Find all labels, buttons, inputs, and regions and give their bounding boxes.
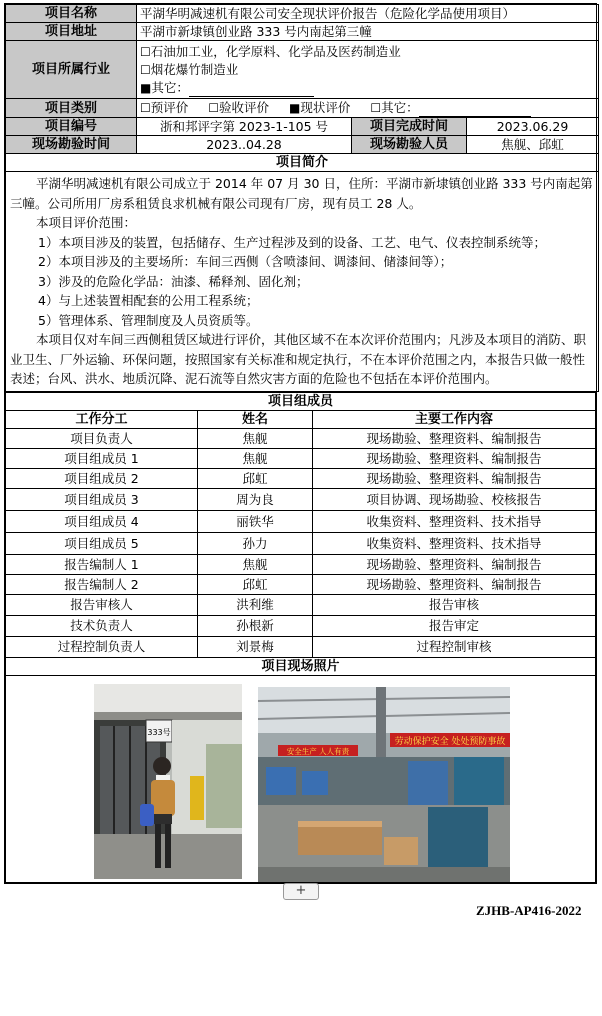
member-work: 项目协调、现场勘验、校核报告 bbox=[313, 488, 596, 510]
table-row bbox=[6, 468, 596, 488]
project-address-value: 平湖市新埭镇创业路 333 号内南起第三幢 bbox=[137, 23, 599, 41]
member-name: 丽铁华 bbox=[198, 510, 313, 532]
intro-scope-item: 4）与上述装置相配套的公用工程系统； bbox=[38, 293, 259, 308]
member-work: 过程控制审核 bbox=[313, 636, 596, 657]
door-sign-text: 333号 bbox=[147, 727, 171, 737]
expand-button[interactable]: + bbox=[283, 883, 319, 900]
category-option-1[interactable] bbox=[140, 100, 188, 115]
photos-cell bbox=[6, 675, 596, 882]
member-name: 刘景梅 bbox=[198, 636, 313, 657]
members-header-role: 工作分工 bbox=[6, 410, 198, 428]
category-options bbox=[137, 99, 599, 118]
member-role: 项目负责人 bbox=[6, 428, 198, 448]
industry-label: 项目所属行业 bbox=[6, 41, 137, 99]
photos-title: 项目现场照片 bbox=[6, 657, 596, 675]
member-role: 项目组成员 5 bbox=[6, 532, 198, 554]
info-table bbox=[5, 4, 599, 392]
workshop-banner-1: 安全生产 人人有责 bbox=[286, 746, 350, 756]
finish-time-value: 2023.06.29 bbox=[467, 118, 599, 136]
member-name: 周为良 bbox=[198, 488, 313, 510]
member-work: 现场勘验、整理资料、编制报告 bbox=[313, 574, 596, 594]
category-option-3-text: 现状评价 bbox=[300, 100, 351, 115]
member-work: 现场勘验、整理资料、编制报告 bbox=[313, 554, 596, 574]
intro-scope-title: 本项目评价范围： bbox=[36, 215, 137, 230]
members-header-name: 姓名 bbox=[198, 410, 313, 428]
member-name: 焦舰 bbox=[198, 554, 313, 574]
checkbox-checked-icon: ■ bbox=[289, 101, 301, 115]
members-title: 项目组成员 bbox=[6, 392, 596, 410]
category-option-2[interactable] bbox=[208, 100, 269, 115]
member-name: 洪利维 bbox=[198, 594, 313, 615]
industry-option-2[interactable] bbox=[140, 61, 595, 79]
checkbox-unchecked-icon: ☐ bbox=[140, 44, 151, 59]
table-row bbox=[6, 428, 596, 448]
member-name: 孙力 bbox=[198, 532, 313, 554]
intro-scope-item: 1）本项目涉及的装置，包括储存、生产过程涉及到的设备、工艺、电气、仪表控制系统等； bbox=[38, 234, 546, 250]
industry-other-blank bbox=[189, 82, 314, 97]
project-address-label: 项目地址 bbox=[6, 23, 137, 41]
intro-scope-item: 5）管理体系、管理制度及人员资质等。 bbox=[38, 312, 259, 328]
checkbox-unchecked-icon: ☐ bbox=[140, 101, 151, 115]
member-work: 收集资料、整理资料、技术指导 bbox=[313, 510, 596, 532]
member-work: 收集资料、整理资料、技术指导 bbox=[313, 532, 596, 554]
industry-option-1[interactable] bbox=[140, 43, 595, 61]
table-row bbox=[6, 554, 596, 574]
member-role: 项目组成员 4 bbox=[6, 510, 198, 532]
project-name-label: 项目名称 bbox=[6, 5, 137, 23]
finish-time-label: 项目完成时间 bbox=[352, 118, 467, 136]
workshop-banner-2: 劳动保护安全 处处预防事故 bbox=[394, 736, 506, 747]
survey-time-label: 现场勘验时间 bbox=[6, 136, 137, 154]
checkbox-unchecked-icon: ☐ bbox=[140, 62, 151, 77]
table-row bbox=[6, 510, 596, 532]
category-other-blank bbox=[419, 102, 531, 117]
industry-option-3-text: 其它： bbox=[151, 79, 189, 95]
member-role: 报告编制人 2 bbox=[6, 574, 198, 594]
members-table bbox=[5, 392, 596, 883]
member-role: 项目组成员 3 bbox=[6, 488, 198, 510]
member-name: 孙根新 bbox=[198, 615, 313, 636]
category-label: 项目类别 bbox=[6, 99, 137, 118]
member-work: 现场勘验、整理资料、编制报告 bbox=[313, 448, 596, 468]
member-work: 报告审定 bbox=[313, 615, 596, 636]
member-role: 过程控制负责人 bbox=[6, 636, 198, 657]
category-option-4-text: 其它： bbox=[381, 100, 419, 115]
project-name-value: 平湖华明减速机有限公司安全现状评价报告（危险化学品使用项目） bbox=[137, 5, 599, 23]
member-role: 技术负责人 bbox=[6, 615, 198, 636]
industry-option-3[interactable] bbox=[140, 79, 595, 97]
table-row bbox=[6, 636, 596, 657]
site-photo-entrance bbox=[94, 684, 242, 879]
intro-scope-item: 3）涉及的危险化学品：油漆、稀释剂、固化剂； bbox=[38, 273, 309, 289]
members-header-work: 主要工作内容 bbox=[313, 410, 596, 428]
checkbox-unchecked-icon: ☐ bbox=[208, 101, 220, 115]
member-role: 项目组成员 1 bbox=[6, 448, 198, 468]
survey-staff-label: 现场勘验人员 bbox=[352, 136, 467, 154]
checkbox-unchecked-icon: ☐ bbox=[370, 101, 382, 115]
member-name: 焦舰 bbox=[198, 428, 313, 448]
intro-body bbox=[6, 172, 599, 392]
member-work: 现场勘验、整理资料、编制报告 bbox=[313, 428, 596, 448]
table-row bbox=[6, 532, 596, 554]
category-option-4[interactable] bbox=[370, 100, 530, 115]
project-number-value: 浙和邦评字第 2023-1-105 号 bbox=[137, 118, 352, 136]
table-row bbox=[6, 488, 596, 510]
project-number-label: 项目编号 bbox=[6, 118, 137, 136]
member-role: 报告编制人 1 bbox=[6, 554, 198, 574]
table-row bbox=[6, 615, 596, 636]
member-work: 现场勘验、整理资料、编制报告 bbox=[313, 468, 596, 488]
survey-time-value: 2023..04.28 bbox=[137, 136, 352, 154]
intro-scope-item: 2）本项目涉及的主要场所：车间三西侧（含喷漆间、调漆间、储漆间等）； bbox=[38, 254, 453, 269]
member-name: 邱虹 bbox=[198, 468, 313, 488]
category-option-3[interactable] bbox=[289, 100, 350, 115]
member-role: 项目组成员 2 bbox=[6, 468, 198, 488]
category-option-1-text: 预评价 bbox=[150, 100, 189, 115]
table-row bbox=[6, 594, 596, 615]
intro-title: 项目简介 bbox=[6, 154, 599, 172]
document-code: ZJHB-AP416-2022 bbox=[476, 903, 582, 918]
site-photo-workshop bbox=[258, 687, 510, 882]
industry-option-2-text: 烟花爆竹制造业 bbox=[150, 61, 239, 77]
survey-staff-value: 焦舰、邱虹 bbox=[467, 136, 599, 154]
industry-option-1-text: 石油加工业，化学原料、化学品及医药制造业 bbox=[150, 43, 401, 59]
member-role: 报告审核人 bbox=[6, 594, 198, 615]
intro-paragraph-1: 平湖华明减速机有限公司成立于 2014 年 07 月 30 日，住所：平湖市新埭镇创业路 333 号内南起第三幢。公司所用厂房系租赁良求机械有限公司现有厂房，现有员工 28 人。 bbox=[10, 176, 593, 211]
member-work: 报告审核 bbox=[313, 594, 596, 615]
member-name: 焦舰 bbox=[198, 448, 313, 468]
report-sheet bbox=[4, 3, 597, 884]
category-option-2-text: 验收评价 bbox=[219, 100, 270, 115]
checkbox-checked-icon: ■ bbox=[140, 80, 152, 95]
intro-paragraph-last: 本项目仅对车间三西侧租赁区域进行评价，其他区域不在本次评价范围内；凡涉及本项目的消防、职业卫生、厂外运输、环保问题，按照国家有关标准和规定执行，不在本评价范围之内，本报告只做一般性表述；台风、洪水、地质沉降、泥石流等自然灾害方面的危险也不包括在本评价范围内。 bbox=[10, 332, 587, 386]
table-row bbox=[6, 574, 596, 594]
table-row bbox=[6, 448, 596, 468]
industry-options bbox=[137, 41, 599, 99]
member-name: 邱虹 bbox=[198, 574, 313, 594]
